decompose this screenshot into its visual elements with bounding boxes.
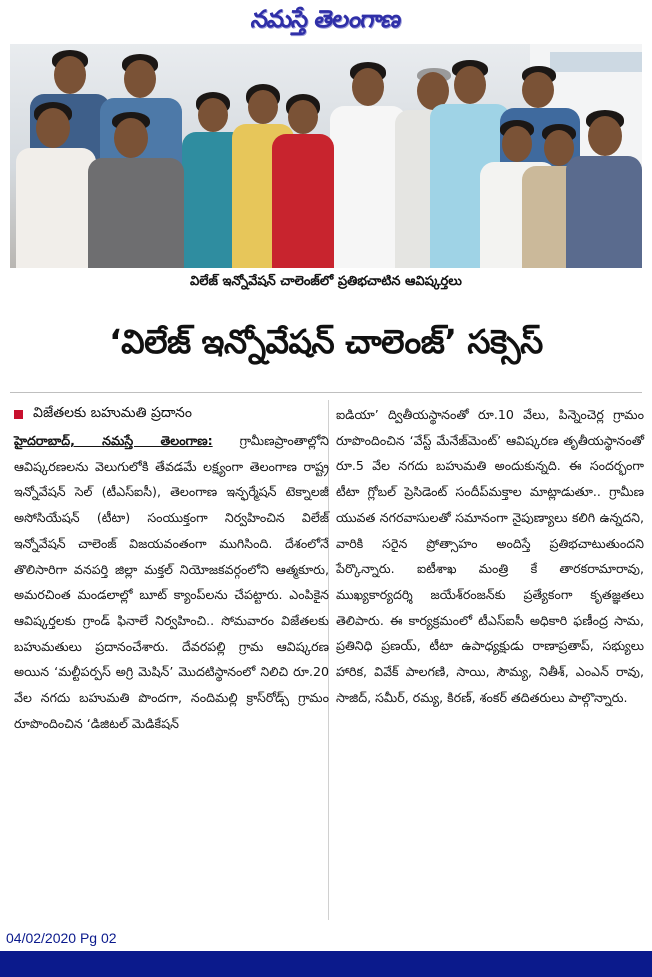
article-headline: ‘విలేజ్ ఇన్నోవేషన్ చాలెంజ్’ సక్సెస్	[109, 321, 543, 361]
article-dateline: హైదరాబాద్, నమస్తే తెలంగాణ:	[14, 433, 213, 448]
photo-board	[550, 52, 642, 72]
subheading-text: విజేతలకు బహుమతి ప్రదానం	[33, 404, 192, 421]
article-body-left: గ్రామీణప్రాంతాల్లోని ఆవిష్కరణలను వెలుగులోకి తేవడమే లక్ష్యంగా తెలంగాణ రాష్ట్ర ఇన్నోవేషన్ సెల్ (టీఎస్ఐసీ), తెలంగాణ ఇన్ఫర్మేషన్ టెక్నాలజీ అసోసియేషన్ (టీటా) సంయుక్తంగా నిర్వహించిన విలేజ్ ఇన్నోవేషన్ చాలెంజ్ విజయవంతంగా ముగిసింది. దేశంలోనే తొలిసారిగా వనపర్తి జిల్లా మక్తల్ నియోజకవర్గంలోని ఆత్మకూరు, అమరచింత మండలాల్లో బూట్ క్యాంప్‌లను చేపట్టారు. ఎంపికైన ఆవిష్కర్తలకు గ్రాండ్ ఫినాలే నిర్వహించి.. సోమవారం విజేతలకు బహుమతులు ప్రదానంచేశారు. దేవరపల్లి గ్రామ ఆవిష్కరణ అయిన ‘మల్టీపర్పస్ అగ్రి మెషిన్’ మొదటిస్థానంలో నిలిచి రూ.20 వేల నగదు బహుమతి పొందగా, నందిమల్లి క్రాస్‌రోడ్స్ గ్రామం రూపొందించిన ‘డిజిటల్ మెడికేషన్	[14, 433, 329, 731]
article-column-right	[336, 402, 644, 710]
footer-date-page: 04/02/2020 Pg 02	[6, 930, 117, 946]
group-photo	[10, 44, 642, 268]
article-body-right: ఐడియా’ ద్వితీయస్థానంతో రూ.10 వేలు, పిన్నెంచెర్ల గ్రామం రూపొందించిన ‘వేస్ట్ మేనేజ్‌మెంట్’ ఆవిష్కరణ తృతీయస్థానంతో రూ.5 వేల నగదు బహుమతి అందుకున్నది. ఈ సందర్భంగా టీటా గ్లోబల్ ప్రెసిడెంట్ సందీప్‌మక్తాల మాట్లాడుతూ.. గ్రామీణ యువత నగరవాసులతో సమానంగా నైపుణ్యాలు కలిగి ఉన్నదని, వారికి సరైన ప్రోత్సాహం అందిస్తే ప్రతిభచాటుతుందని పేర్కొన్నారు. ఐటీశాఖ మంత్రి కే తారకరామారావు, ముఖ్యకార్యదర్శి జయేశ్‌రంజన్‌కు ప్రత్యేకంగా కృతజ్ఞతలు తెలిపారు. ఈ కార్యక్రమంలో టీఎస్ఐసీ అధికారి ఫణీంద్ర సామ, ప్రతినిధి ప్రణయ్, టీటా ఉపాధ్యక్షుడు రాణాప్రతాప్, సభ్యులు హారిక, వివేక్ పాలగణి, సాయి, సౌమ్య, నితీశ్, ఎంఎన్ రావు, సాజిద్, సమీర్, రమ్య, కిరణ్, శంకర్ తదితరులు పాల్గొన్నారు.	[336, 407, 644, 705]
photo-caption: విలేజ్ ఇన్నోవేషన్ చాలెంజ్‌లో ప్రతిభచాటిన ఆవిష్కర్తలు	[190, 274, 462, 289]
masthead-title: నమస్తే తెలంగాణ	[249, 3, 404, 33]
headline-divider	[10, 392, 642, 393]
article-column-left	[14, 428, 329, 736]
article-subheading	[14, 402, 329, 426]
newspaper-masthead	[0, 0, 652, 42]
bullet-square-icon	[14, 410, 23, 419]
